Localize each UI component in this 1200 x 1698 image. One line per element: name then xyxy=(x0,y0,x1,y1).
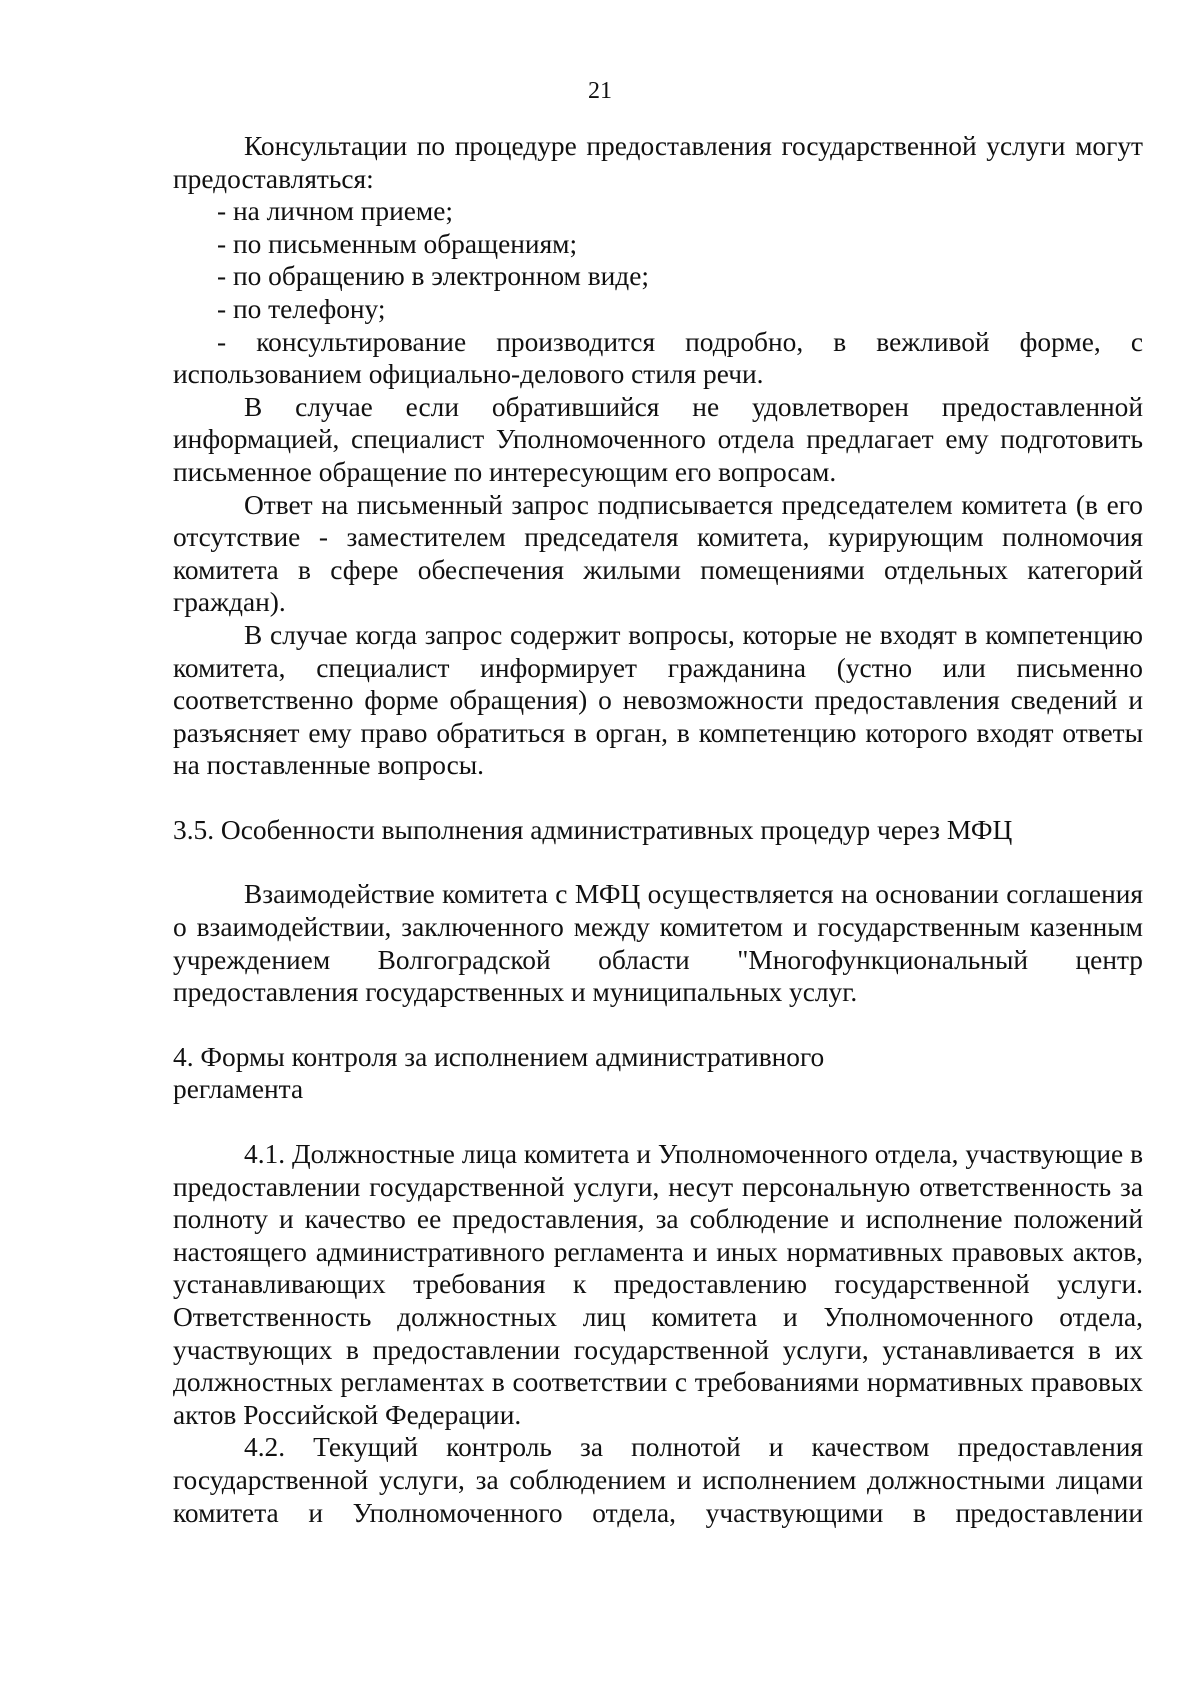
consultation-item-in-person: - на личном приеме; xyxy=(217,196,454,227)
answer-paragraph: Ответ на письменный запрос подписывается председателем комитета (в его отсутствие - заместителем председателя комитета, курирующим полномочия комитета в сфере обеспечения жилыми помещениями отдельных категорий граждан). xyxy=(173,489,1143,618)
document-body xyxy=(173,130,1143,1529)
page-number: 21 xyxy=(588,78,612,104)
paragraph-4-1: 4.1. Должностные лица комитета и Уполномоченного отдела, участвующие в предоставлении государственной услуги, несут персональную ответственность за полноту и качество ее предоставления, за соблюдение и исполнение положений настоящего административного регламента и иных нормативных правовых актов, устанавливающих требования к предоставлению государственной услуги. Ответственность должностных лиц комитета и Уполномоченного отдела, участвующих в предоставлении государственной услуги, устанавливается в их должностных регламентах в соответствии с требованиями нормативных правовых актов Российской Федерации. xyxy=(173,1139,1143,1430)
section-3-5-text: Взаимодействие комитета с МФЦ осуществляется на основании соглашения о взаимодействии, заключенного между комитетом и государственным казенным учреждением Волгоградской области "Многофункциональный центр предоставления государственных и муниципальных услуг. xyxy=(173,879,1143,1008)
paragraph-4-2: 4.2. Текущий контроль за полнотой и качеством предоставления государственной услуги, за соблюдением и исполнением должностными лицами комитета и Уполномоченного отдела, участвующими в предоставлении xyxy=(173,1432,1143,1528)
consultation-manner: - консультирование производится подробно, в вежливой форме, с использованием официально-делового стиля речи. xyxy=(173,326,1143,390)
unsatisfied-paragraph: В случае если обратившийся не удовлетворен предоставленной информацией, специалист Уполномоченного отдела предлагает ему подготовить письменное обращение по интересующим его вопросам. xyxy=(173,391,1143,487)
consultation-item-electronic: - по обращению в электронном виде; xyxy=(217,261,650,292)
section-4-heading-line1: 4. Формы контроля за исполнением административного xyxy=(173,1041,825,1072)
section-4-heading-line2: регламента xyxy=(173,1074,304,1105)
section-3-5-heading: 3.5. Особенности выполнения административных процедур через МФЦ xyxy=(173,814,1013,845)
consultations-intro: Консультации по процедуре предоставления государственной услуги могут предоставляться: xyxy=(173,131,1143,194)
consultation-item-written: - по письменным обращениям; xyxy=(217,228,578,259)
consultation-item-phone: - по телефону; xyxy=(217,293,386,324)
out-of-scope-paragraph: В случае когда запрос содержит вопросы, которые не входят в компетенцию комитета, специалист информирует гражданина (устно или письменно соответственно форме обращения) о невозможности предоставления сведений и разъясняет ему право обратиться в орган, в компетенцию которого входят ответы на поставленные вопросы. xyxy=(173,619,1143,781)
